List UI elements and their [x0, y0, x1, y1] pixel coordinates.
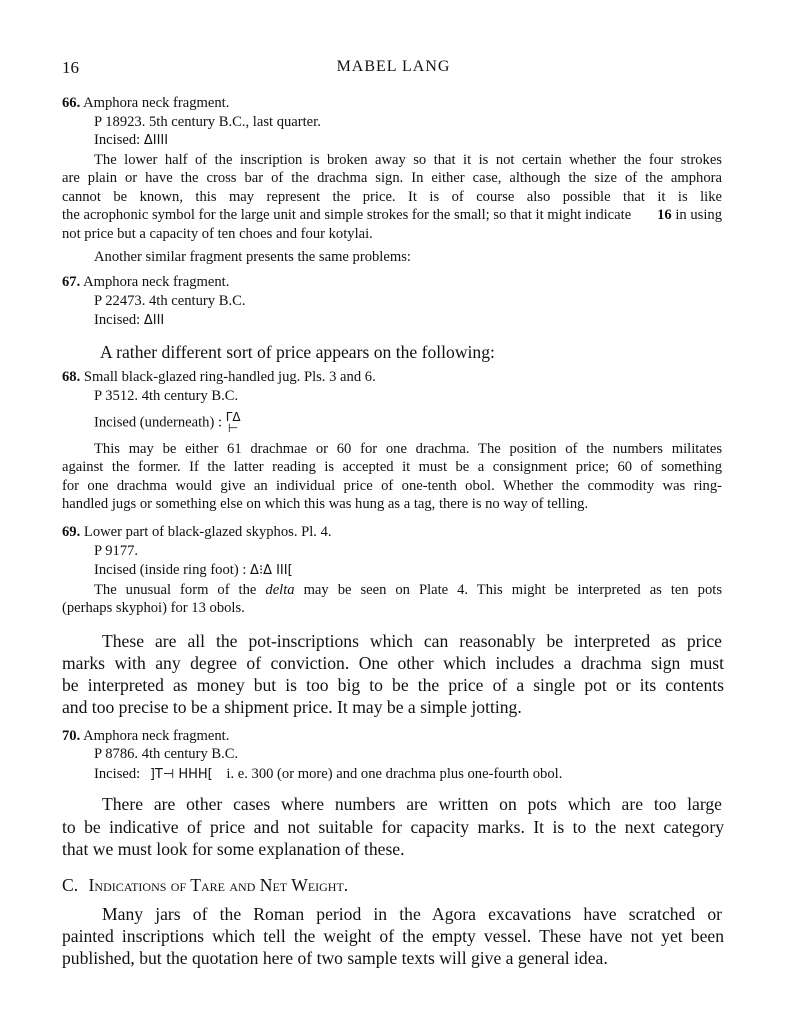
- entry-number: 66.: [62, 95, 81, 111]
- para-line: are plain or have the cross bar of the drachma sign. In either case, although the size of the amphora: [62, 170, 722, 186]
- entry-70-incised-line: [94, 765, 562, 784]
- body-line: published, but the quotation here of two sample texts will give a general idea.: [62, 948, 608, 968]
- era: B.C.: [218, 293, 246, 309]
- para-line: against the former. If the latter reading is accepted it must be a consignment price; 60 of something: [62, 459, 722, 475]
- entry-70-title-line: [62, 727, 229, 745]
- body-line: and too precise to be a shipment price. It may be a simple jotting.: [62, 697, 522, 717]
- entry-title: Amphora neck fragment.: [83, 95, 230, 111]
- catalog-ref: P 18923. 5th century: [94, 114, 216, 130]
- para-line: handled jugs or something else on which this was hung as a tag, there is no way of telling.: [62, 496, 589, 512]
- section-title: Indications of Tare and Net Weight.: [88, 875, 349, 895]
- para-line: cannot be known, this may represent the price. It is of course also possible that it is like: [62, 189, 722, 205]
- entry-title: Amphora neck fragment.: [83, 274, 230, 290]
- para-fragment: in using: [675, 207, 722, 223]
- section-intro: A rather different sort of price appears on the following:: [100, 342, 495, 362]
- body-line: painted inscriptions which tell the weight of the empty vessel. These have not yet been: [62, 926, 724, 946]
- catalog-ref: P 3512. 4th century: [94, 388, 208, 404]
- entry-title: Amphora neck fragment.: [83, 728, 230, 744]
- entry-66-title-line: [62, 94, 229, 112]
- entry-68-incised-line: [94, 412, 241, 434]
- entry-68-title-line: [62, 368, 376, 386]
- incised-label: Incised:: [94, 312, 141, 328]
- entry-number: 68.: [62, 369, 81, 385]
- para-line: This may be either 61 drachmae or 60 for one drachma. The position of the numbers militates: [94, 441, 722, 457]
- italic-term: delta: [265, 582, 295, 598]
- body-line: that we must look for some explanation of these.: [62, 839, 405, 859]
- entry-66-incised-line: [94, 131, 168, 150]
- para-line: The lower half of the inscription is broken away so that it is not certain whether the four strokes: [94, 152, 722, 168]
- incised-label: Incised (inside ring foot) :: [94, 562, 247, 578]
- date-qualifier: , last quarter.: [245, 114, 321, 130]
- entry-69-ref-line: P 9177.: [94, 543, 139, 559]
- para-line: Another similar fragment presents the same problems:: [94, 249, 411, 265]
- entry-number: 69.: [62, 524, 81, 540]
- para-fragment: The unusual form of the: [94, 582, 257, 598]
- para-line: (perhaps skyphoi) for 13 obols.: [62, 600, 245, 616]
- entry-67-incised-line: [94, 311, 164, 330]
- running-title: MABEL LANG: [336, 58, 451, 75]
- entry-69-title-line: [62, 523, 332, 541]
- para-line: the acrophonic symbol for the large unit and simple strokes for the small; so that it might indicate: [62, 207, 632, 223]
- incised-label: Incised (underneath) :: [94, 414, 223, 431]
- entry-69-incised-line: [94, 561, 293, 580]
- body-line: marks with any degree of conviction. One other which includes a drachma sign must: [62, 653, 724, 673]
- entry-67-ref-line: [94, 292, 245, 310]
- para-line: not price but a capacity of ten choes and four kotylai.: [62, 226, 373, 242]
- entry-number: 70.: [62, 728, 81, 744]
- entry-68-ref-line: [94, 387, 238, 405]
- inscription: [226, 412, 241, 434]
- catalog-ref: P 22473. 4th century: [94, 293, 216, 309]
- bold-reference: 16: [657, 207, 672, 223]
- era: B.C.: [218, 114, 246, 130]
- inscription-bottom: ⊢: [227, 421, 239, 435]
- inscription: ]T⊣ HHH[: [149, 767, 213, 782]
- inscription: Δ⁝Δ III[: [250, 563, 293, 578]
- section-heading: [62, 874, 348, 896]
- inscription-note: i. e. 300 (or more) and one drachma plus one-fourth obol.: [226, 766, 563, 782]
- para-line: for one drachma would give an individual price of one-tenth obol. Whether the commodity was ring-: [62, 478, 722, 494]
- body-line: be interpreted as money but is too big to be the price of a single pot or its contents: [62, 675, 724, 695]
- incised-label: Incised:: [94, 132, 141, 148]
- body-line: There are other cases where numbers are written on pots which are too large: [102, 794, 722, 814]
- entry-title: Lower part of black-glazed skyphos. Pl. 4.: [83, 524, 332, 540]
- entry-66-ref-line: [94, 113, 321, 131]
- page-number: 16: [62, 58, 79, 77]
- entry-67-title-line: [62, 273, 229, 291]
- era: B.C.: [211, 746, 239, 762]
- inscription: ΔIII: [143, 313, 165, 328]
- section-letter: C.: [62, 875, 79, 895]
- era: B.C.: [211, 388, 239, 404]
- body-line: to be indicative of price and not suitable for capacity marks. It is to the next category: [62, 817, 724, 837]
- body-line: These are all the pot-inscriptions which can reasonably be interpreted as price: [102, 631, 722, 651]
- entry-70-ref-line: [94, 745, 238, 763]
- body-line: Many jars of the Roman period in the Agora excavations have scratched or: [102, 904, 722, 924]
- inscription: ΔIIII: [143, 133, 169, 148]
- para-fragment: may be seen on Plate 4. This might be interpreted as ten pots: [303, 582, 722, 598]
- catalog-ref: P 8786. 4th century: [94, 746, 208, 762]
- entry-title: Small black-glazed ring-handled jug. Pls. 3 and 6.: [83, 369, 376, 385]
- inscription-top: ΓΔ: [225, 410, 241, 424]
- incised-label: Incised:: [94, 766, 141, 782]
- entry-number: 67.: [62, 274, 81, 290]
- para-line: [94, 581, 722, 599]
